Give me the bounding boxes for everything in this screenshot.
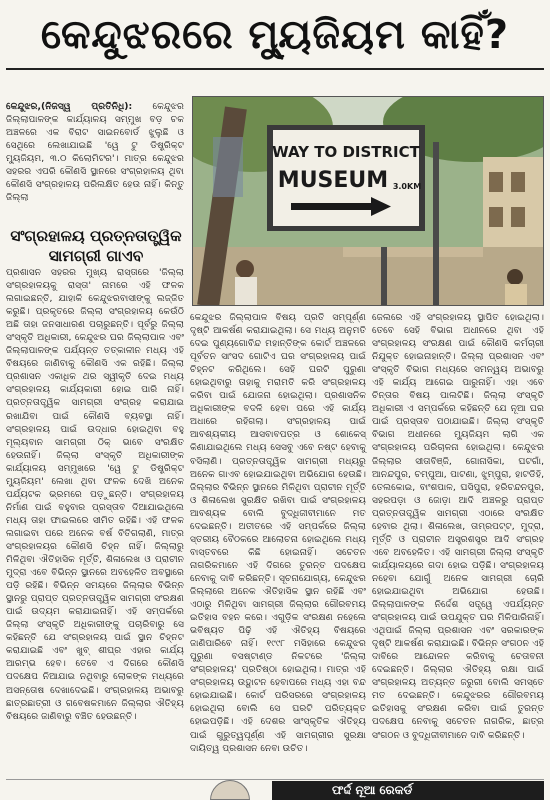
column-1-text: ପ୍ରଶାସନ ସହରର ମୁଖ୍ୟ ରାସ୍ତାରେ 'ଜିଲ୍ଲା ସଂଗ୍ରହାଳୟକୁ ରାସ୍ତା' ନାମରେ ଏହି ଫଳକ ଲଗାଇଛନ୍ତି, ଯାହାକି କେନ୍ଦୁଝରବାସୀଙ୍କୁ ଲଜ୍ଜିତ କରୁଛି। ପ୍ରକୃତରେ ଜିଲ୍ଲା ସଂଗ୍ରହାଳୟ କେଉଁଠି ଅଛି ତାହା ଜନସାଧାରଣ ପଚାରୁଛନ୍ତି। ପୂର୍ବରୁ ଜିଲ୍ଲା ସଂସ୍କୃତି ଅଧିକାରୀ, କେନ୍ଦୁଝର ଘର ଜିଲ୍ଲାପାଳ ଏବଂ ଜିଲ୍ଲାପାଳଙ୍କ ପର୍ଯ୍ୟନ୍ତ ତତ୍କାଳୀନ ମଧ୍ୟ ଏହି ବିଷୟରେ ଜାଣିବାକୁ କୌଣସି ଏକ ରହିଛି। ଜିଲ୍ଲା ପ୍ରଶାସନ ଏକାଧିକ ଥର ସ୍ୱୀକୃତି ଦେଇ ମଧ୍ୟ ସଂଗ୍ରହାଳୟ କାର୍ଯ୍ୟକାରୀ ହୋଇ ପାରି ନାହିଁ। ପ୍ରତ୍ନତାତ୍ତ୍ୱିକ ସାମଗ୍ରୀ ସଂଗ୍ରହ କରାଯାଇ ରଖାଯିବା ପାଇଁ କୌଣସି ବ୍ୟବସ୍ଥା ନାହିଁ। ସଂଗ୍ରହାଳୟ ପାଇଁ ଉଦ୍ଧାର ହୋଇଥିବା ବହୁ ମୂଲ୍ୟବାନ ସାମଗ୍ରୀ ଠିକ୍ ଭାବେ ସଂରକ୍ଷିତ ହେଉନାହିଁ। ଜିଲ୍ଲା ସଂସ୍କୃତି ଅଧିକାରୀଙ୍କ କାର୍ଯ୍ୟାଳୟ ସମ୍ମୁଖରେ 'ୱେ ଟୁ ଡିଷ୍ଟ୍ରିକ୍ଟ ମ୍ୟୁଜିୟମ' ଲେଖା ଥିବା ଫଳକ ଦେଖି ଅନେକ ପର୍ଯ୍ୟଟକ ଭ୍ରମରେ ପଡ଼ୁଛନ୍ତି। ସଂଗ୍ରହାଳୟ ନିର୍ମାଣ ପାଇଁ ବହୁବାର ପ୍ରସ୍ତାବ ଦିଆଯାଇଥିଲେ ମଧ୍ୟ ତାହା ଫାଇଲରେ ସୀମିତ ରହିଛି। ଏହି ଫଳକ ଲଗାଇବା ପରେ ଅନେକ ବର୍ଷ ବିତିଗଲାଣି, ମାତ୍ର ସଂଗ୍ରହାଳୟର କୌଣସି ଚିହ୍ନ ନାହିଁ। ଜିଲ୍ଲାରୁ ମିଳିଥିବା ଐତିହାସିକ ମୂର୍ତ୍ତି, ଶିଳାଲେଖ ଓ ପ୍ରାଚୀନ ମୁଦ୍ରା ଏବେ ବିଭିନ୍ନ ସ୍ଥାନରେ ଅବହେଳିତ ଅବସ୍ଥାରେ ପଡ଼ି ରହିଛି। ବିଭିନ୍ନ ସମୟରେ ଜିଲ୍ଲାର ବିଭିନ୍ନ ସ୍ଥାନରୁ ପ୍ରାପ୍ତ ପ୍ରତ୍ନତାତ୍ତ୍ୱିକ ସାମଗ୍ରୀ ସଂରକ୍ଷଣ ପାଇଁ ଉଦ୍ୟମ କରାଯାଇନାହିଁ। ଏହି ସମ୍ପର୍କରେ ଜିଲ୍ଲା ସଂସ୍କୃତି ଅଧିକାରୀଙ୍କୁ ପଚାରିବାରୁ ସେ କହିଛନ୍ତି ଯେ ସଂଗ୍ରହାଳୟ ପାଇଁ ସ୍ଥାନ ଚିହ୍ନଟ କରାଯାଇଛି ଏବଂ ଖୁବ୍ ଶୀଘ୍ର ଏହାର କାର୍ଯ୍ୟ ଆରମ୍ଭ ହେବ। ତେବେ ଏ ଦିଗରେ କୌଣସି ପଦକ୍ଷେପ ନିଆଯାଇ ନଥିବାରୁ ଲୋକଙ୍କ ମଧ୍ୟରେ ଅସନ୍ତୋଷ ଦେଖାଦେଇଛି। ସଂଗ୍ରହାଳୟ ଅଭାବରୁ ଛାତ୍ରଛାତ୍ରୀ ଓ ଗବେଷକମାନେ ଜିଲ୍ଲାର ଐତିହ୍ୟ ବିଷୟରେ ଜାଣିବାରୁ ବଞ୍ଚିତ ହେଉଛନ୍ତି। bbox=[6, 267, 184, 722]
column-3 bbox=[372, 311, 544, 742]
column-2 bbox=[190, 311, 366, 755]
subheading: ସଂଗ୍ରହାଳୟ ପ୍ରତ୍ନତାତ୍ତ୍ୱିକ ସାମଗ୍ରୀ ଗାଏବ bbox=[10, 227, 182, 265]
column-1-body bbox=[6, 266, 184, 723]
column-3-text: ଜେଲରେ ଏହି ସଂଗ୍ରହାଳୟ ସ୍ଥାପିତ ହୋଇଥିଲା। ତେବେ ସେହି ବିଭାଗ ଅଧୀନରେ ଥିବା ଏହି ସଂଗ୍ରହାଳୟ ସଂରକ୍ଷଣ ପାଇଁ କୌଣସି କର୍ମଚାରୀ ନିଯୁକ୍ତ ହୋଇନାହାନ୍ତି। ଜିଲ୍ଲା ପ୍ରଶାସନ ଏବଂ ସଂସ୍କୃତି ବିଭାଗ ମଧ୍ୟରେ ସମନ୍ୱୟ ଅଭାବରୁ ଏହି କାର୍ଯ୍ୟ ଆଗେଇ ପାରୁନାହିଁ। ଏହା ଏବେ ଚିନ୍ତାର ବିଷୟ ପାଲଟିଛି। ଜିଲ୍ଲା ସଂସ୍କୃତି ଅଧିକାରୀ ଏ ସମ୍ପର୍କରେ କହିଛନ୍ତି ଯେ ନୂଆ ଘର ପାଇଁ ପ୍ରସ୍ତାବ ପଠାଯାଇଛି। ଜିଲ୍ଲା ସଂସ୍କୃତି ବିଭାଗ ଅଧୀନରେ ମ୍ୟୁଜିୟମ ଲାଗି ଏକ ସଂଗ୍ରହାଳୟ ପରିଚାଳନା ହୋଇଥିଲା। କେନ୍ଦୁଝର ଜିଲ୍ଲାର ସୀତାବିଞ୍ଜି, ଗୋନାସିକା, ଘଟଗାଁ, ଆନନ୍ଦପୁର, ଚମ୍ପୁଆ, ପାଟଣା, ଝୁମ୍ପୁରା, ହାଟଡିହି, ତେଲକୋଇ, ବାଂଶପାଳ, ଘସିପୁରା, ହରିଚନ୍ଦନପୁର, ସହରପଡ଼ା ଓ ଜୋଡ଼ା ଆଦି ଅଞ୍ଚଳରୁ ପ୍ରାପ୍ତ ପ୍ରତ୍ନତାତ୍ତ୍ୱିକ ସାମଗ୍ରୀ ଏଠାରେ ସଂରକ୍ଷିତ ହେବାର ଥିଲା। ଶିଳାଲେଖ, ତାମ୍ରପଟ୍ଟ, ମୁଦ୍ରା, ମୂର୍ତ୍ତି ଓ ପ୍ରାଚୀନ ଅସ୍ତ୍ରଶସ୍ତ୍ର ଆଦି ସଂଗ୍ରହ ଏବେ ଅବହେଳିତ। ଏହି ସାମଗ୍ରୀ ଜିଲ୍ଲା ସଂସ୍କୃତି କାର୍ଯ୍ୟାଳୟରେ ଗଦା ହୋଇ ପଡ଼ିଛି। ସଂଗ୍ରହାଳୟ ନହେବା ଯୋଗୁଁ ଅନେକ ସାମଗ୍ରୀ ଚୋରି ହୋଇଯାଇଥିବା ଅଭିଯୋଗ ହେଉଛି। ଜିଲ୍ଲାପାଳଙ୍କ ନିର୍ଦ୍ଦେଶ ସତ୍ତ୍ୱେ ଏପର୍ଯ୍ୟନ୍ତ ସଂଗ୍ରହାଳୟ ପାଇଁ ଉପଯୁକ୍ତ ଘର ମିଳିପାରିନାହିଁ। ଏଥିପାଇଁ ଜିଲ୍ଲା ପ୍ରଶାସନ ଏବଂ ସରକାରଙ୍କ ଦୃଷ୍ଟି ଆକର୍ଷଣ କରାଯାଇଛି। ବିଭିନ୍ନ ସଂଗଠନ ଏହି ଦାବିରେ ଆନ୍ଦୋଳନ କରିବାକୁ ଚେତାବନୀ ଦେଇଛନ୍ତି। ଜିଲ୍ଲାର ଐତିହ୍ୟ ରକ୍ଷା ପାଇଁ ସଂଗ୍ରହାଳୟ ଅତ୍ୟନ୍ତ ଜରୁରୀ ବୋଲି ସମସ୍ତେ ମତ ଦେଇଛନ୍ତି। କେନ୍ଦୁଝରର ଗୌରବମୟ ଇତିହାସକୁ ସଂରକ୍ଷଣ କରିବା ପାଇଁ ତୁରନ୍ତ ପଦକ୍ଷେପ ନେବାକୁ ସଚେତନ ନାଗରିକ, ଛାତ୍ର ସଂଗଠନ ଓ ବୁଦ୍ଧିଜୀବୀମାନେ ଦାବି କରିଛନ୍ତି। bbox=[372, 312, 544, 741]
footer-rule bbox=[6, 779, 544, 780]
news-photo bbox=[192, 96, 544, 306]
sign-distance: 3.0KM bbox=[392, 182, 422, 191]
byline: କେନ୍ଦୁଝର,(ନିଜସ୍ୱ ପ୍ରତିନିଧି): bbox=[6, 101, 133, 112]
headline-rule bbox=[6, 68, 544, 70]
column-2-text: କେନ୍ଦୁଝର ଜିଲ୍ଲାପାଳ ବିଷୟ ପ୍ରତି ସମ୍ପୂର୍ଣ୍ଣ ଦୃଷ୍ଟି ଆକର୍ଷଣ କରାଯାଇଥିଲା। ସେ ମଧ୍ୟ ଅନୁମତି ଦେଇ ପୁଣ୍ୟଗୋବିନ୍ଦ ମହାନ୍ତିଙ୍କ କୋର୍ଟ ଅଞ୍ଚଳରେ ପୂର୍ବତନ ସାଂସଦ ଗୋଟିଏ ଘର ସଂଗ୍ରହାଳୟ ପାଇଁ ଚିହ୍ନଟ କରିଥିଲେ। ସେହି ଘରଟି ପୁରୁଣା ହୋଇଥିବାରୁ ତାହାକୁ ମରାମତି କରି ସଂଗ୍ରହାଳୟ କରିବା ପାଇଁ ଯୋଜନା ହୋଇଥିଲା। ପ୍ରଶାସନିକ ଅଧିକାରୀଙ୍କ ବଦଳି ହେବା ପରେ ଏହି କାର୍ଯ୍ୟ ଅଧାରେ ରହିଗଲା। ସଂଗ୍ରହାଳୟ ପାଇଁ ଆବଶ୍ୟକୀୟ ଆସବାବପତ୍ର ଓ ଶୋକେସ୍ କିଣାଯାଇଥିଲେ ମଧ୍ୟ ସେସବୁ ଏବେ ନଷ୍ଟ ହେବାକୁ ବସିଲାଣି। ପ୍ରତ୍ନତାତ୍ତ୍ୱିକ ସାମଗ୍ରୀ ମଧ୍ୟରୁ ଅନେକ ଗାଏବ ହୋଇଯାଇଥିବା ଅଭିଯୋଗ ହେଉଛି। ଜିଲ୍ଲାର ବିଭିନ୍ନ ସ୍ଥାନରେ ମିଳିଥିବା ପ୍ରାଚୀନ ମୂର୍ତ୍ତି ଓ ଶିଳାଲେଖ ସୁରକ୍ଷିତ ରଖିବା ପାଇଁ ସଂଗ୍ରହାଳୟ ଆବଶ୍ୟକ ବୋଲି ବୁଦ୍ଧିଜୀବୀମାନେ ମତ ଦେଇଛନ୍ତି। ଅତୀତରେ ଏହି ସମ୍ପର୍କରେ ଜିଲ୍ଲା ସ୍ତରୀୟ ବୈଠକରେ ଆଲୋଚନା ହୋଇଥିଲେ ମଧ୍ୟ ବାସ୍ତବରେ କିଛି ହୋଇନାହିଁ। ସଚେତନ ନାଗରିକମାନେ ଏହି ଦିଗରେ ତୁରନ୍ତ ପଦକ୍ଷେପ ନେବାକୁ ଦାବି କରିଛନ୍ତି। ସୂଚନାଯୋଗ୍ୟ, କେନ୍ଦୁଝର ଜିଲ୍ଲାରେ ଅନେକ ଐତିହାସିକ ସ୍ଥାନ ରହିଛି ଏବଂ ଏଠାରୁ ମିଳିଥିବା ସାମଗ୍ରୀ ଜିଲ୍ଲାର ଗୌରବମୟ ଇତିହାସ ବହନ କରେ। ଏଗୁଡ଼ିକ ସଂରକ୍ଷଣ ନହେଲେ ଭବିଷ୍ୟତ ପିଢ଼ି ଏହି ଐତିହ୍ୟ ବିଷୟରେ ଜାଣିପାରିବେ ନାହିଁ। ୧୯୯୮ ମସିହାରେ କେନ୍ଦୁଝର ପୁରୁଣା ବସଷ୍ଟାଣ୍ଡ ନିକଟରେ 'ଜିଲ୍ଲା ସଂଗ୍ରହାଳୟ' ପ୍ରତିଷ୍ଠା ହୋଇଥିଲା। ମାତ୍ର ଏହି ସଂଗ୍ରହାଳୟ ଉଦ୍ଘାଟନ ହେବାପରେ ମଧ୍ୟ ଏହା ବନ୍ଦ ହୋଇଯାଇଛି। କୋର୍ଟ ପରିସରରେ ସଂଗ୍ରହାଳୟ ହୋଇଥିଲା ବୋଲି ସେ ଘରଟି ପରିତ୍ୟକ୍ତ ହୋଇପଡ଼ିଛି। ଏହି ଦେଶର ସାଂସ୍କୃତିକ ଐତିହ୍ୟ ପାଇଁ ଗୁରୁତ୍ୱପୂର୍ଣ୍ଣ ଏହି ସାମଗ୍ରୀର ସୁରକ୍ଷା ଦାୟିତ୍ୱ ପ୍ରଶାସନ ନେବା ଉଚିତ। bbox=[190, 312, 366, 754]
emblem-icon bbox=[210, 780, 250, 800]
lead-column bbox=[6, 100, 184, 204]
next-article-banner: ଫର୍ଦ୍ଦ ନୂଆ ରେକର୍ଡ bbox=[272, 781, 544, 800]
sign-line2: MUSEUM bbox=[277, 168, 389, 193]
headline: କେନ୍ଦୁଝରରେ ମ୍ୟୁଜିୟମ କାହିଁ? bbox=[40, 12, 510, 58]
lead-paragraph: କେନ୍ଦୁଝର ଜିଲ୍ଲାପାଳଙ୍କ କାର୍ଯ୍ୟାଳୟ ସମ୍ମୁଖ ବଡ଼ ଚକ ଅଞ୍ଚଳରେ ଏକ ବିରାଟ ସାଇନବୋର୍ଡ ଝୁଲୁଛି ଓ ସେଥିରେ ଲେଖାଯାଇଛି 'ୱେ ଟୁ ଡିଷ୍ଟ୍ରିକ୍ଟ ମ୍ୟୁଜିୟମ, ୩.୦ କିଲୋମିଟର'। ମାତ୍ର କେନ୍ଦୁଝର ସହରର ଏପରି କୌଣସି ସ୍ଥାନରେ ସଂଗ୍ରହାଳୟ ଥିବା କୌଣସି ସଂଗ୍ରହାଳୟ ପରିଲକ୍ଷିତ ହେଉ ନାହିଁ। କିନ୍ତୁ ଜିଲ୍ଲା bbox=[6, 101, 184, 204]
sign-line1: WAY TO DISTRICT bbox=[272, 143, 420, 161]
museum-sign-photo bbox=[193, 97, 544, 306]
